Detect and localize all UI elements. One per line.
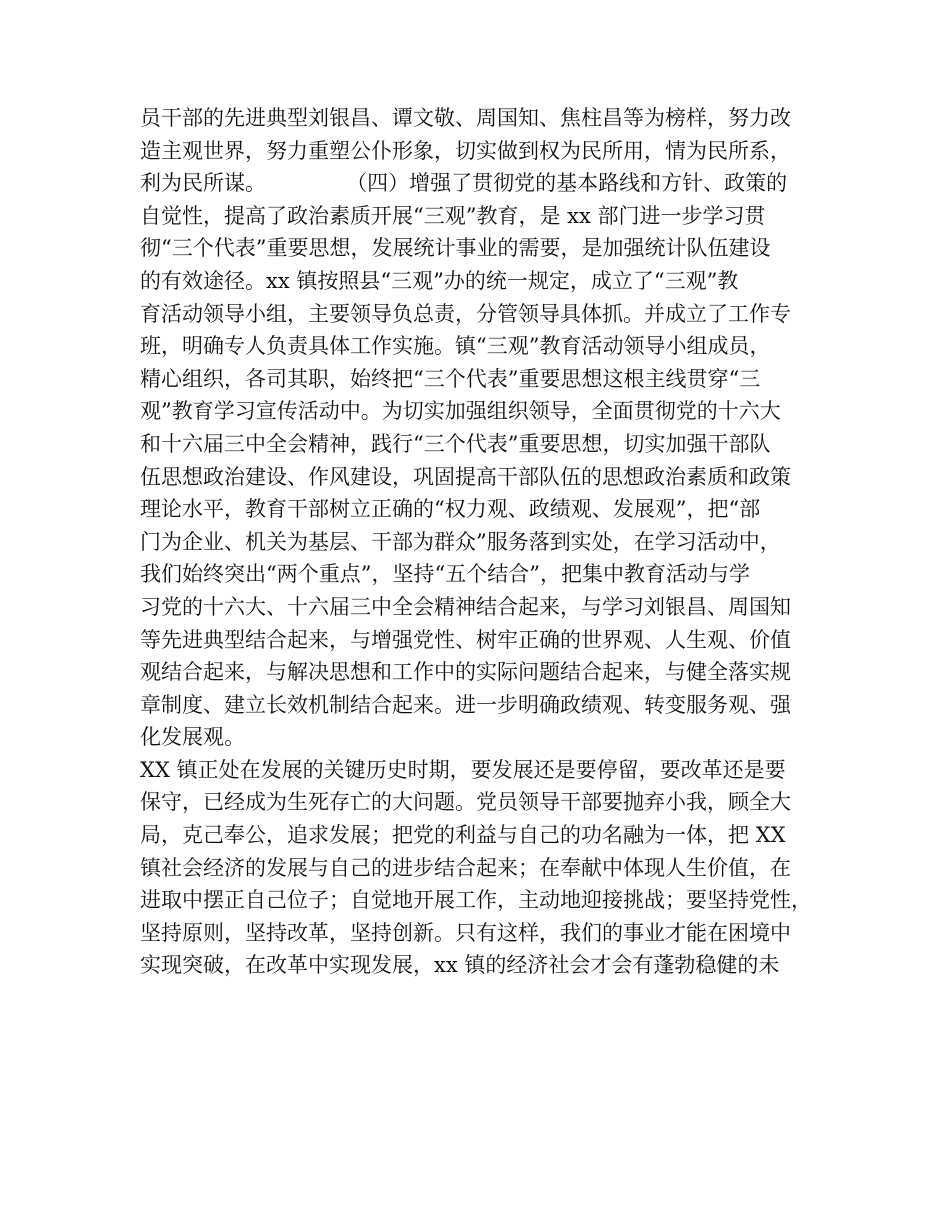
text-line: 育活动领导小组，主要领导负总责，分管领导具体抓。并成立了工作专 (140, 301, 791, 326)
text-line: 班，明确专人负责具体工作实施。镇“三观”教育活动领导小组成员， (140, 334, 771, 359)
text-line: 自觉性，提高了政治素质开展“三观”教育，是 xx 部门进一步学习贯 (140, 203, 766, 228)
text-line: 坚持原则，坚持改革，坚持创新。只有这样，我们的事业才能在困境中 (140, 920, 791, 945)
text-line: 实现突破，在改革中实现发展，xx 镇的经济社会才会有蓬勃稳健的未 (140, 953, 780, 978)
text-line: 章制度、建立长效机制结合起来。进一步明确政绩观、转变服务观、强 (140, 692, 791, 717)
text-line: 员干部的先进典型刘银昌、谭文敬、周国知、焦柱昌等为榜样，努力改 (140, 106, 791, 130)
text-line: 习党的十六大、十六届三中全会精神结合起来，与学习刘银昌、周国知 (140, 594, 791, 619)
text-line: 和十六届三中全会精神，践行“三个代表”重要思想，切实加强干部队 (140, 431, 771, 456)
text-line: XX 镇正处在发展的关键历史时期，要发展还是要停留，要改革还是要 (140, 757, 786, 782)
text-line: 等先进典型结合起来，与增强党性、树牢正确的世界观、人生观、价值 (140, 627, 791, 652)
text-line: 理论水平，教育干部树立正确的“权力观、政绩观、发展观”，把“部 (140, 497, 761, 522)
text-line: 局，克己奉公，追求发展；把党的利益与自己的功名融为一体，把 XX (140, 823, 786, 848)
body-text (140, 102, 830, 982)
text-line: 的有效途径。xx 镇按照县“三观”办的统一规定，成立了“三观”教 (140, 268, 739, 293)
text-line: 保守，已经成为生死存亡的大问题。党员领导干部要抛弃小我，顾全大 (140, 790, 791, 815)
text-line: 精心组织，各司其职，始终把“三个代表”重要思想这根主线贯穿“三 (140, 366, 761, 391)
text-line: 伍思想政治建设、作风建设，巩固提高干部队伍的思想政治素质和政策 (140, 464, 791, 489)
text-line: 镇社会经济的发展与自己的进步结合起来；在奉献中体现人生价值，在 (140, 855, 791, 880)
text-line: 我们始终突出“两个重点”，坚持“五个结合”，把集中教育活动与学 (140, 562, 750, 587)
text-line: 进取中摆正自己位子；自觉地开展工作，主动地迎接挑战；要坚持党性， (140, 888, 812, 913)
text-line: 造主观世界，努力重塑公仆形象，切实做到权为民所用，情为民所系， (140, 138, 791, 163)
text-line: 利为民所谋。 （四）增强了贯彻党的基本路线和方针、政策的 (140, 171, 788, 196)
text-line: 门为企业、机关为基层、干部为群众”服务落到实处，在学习活动中， (140, 529, 781, 554)
text-line: 彻“三个代表”重要思想，发展统计事业的需要，是加强统计队伍建设 (140, 236, 771, 261)
text-line: 化发展观。 (140, 725, 245, 750)
text-line: 观”教育学习宣传活动中。为切实加强组织领导，全面贯彻党的十六大 (140, 399, 781, 424)
text-line: 观结合起来，与解决思想和工作中的实际问题结合起来，与健全落实规 (140, 660, 791, 685)
